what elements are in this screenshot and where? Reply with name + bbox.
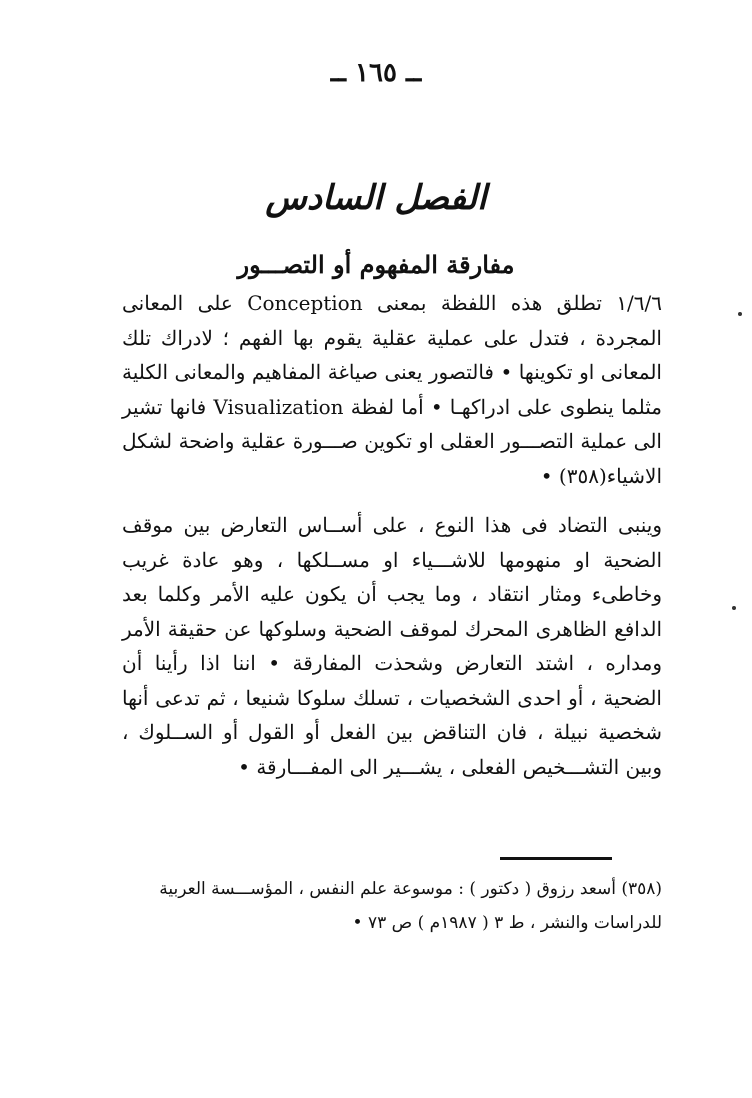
paragraph-2: وينبى التضاد فى هذا النوع ، على أســاس التعارض بين موقف الضحية او منهومها للاشـــياء او مســلكها ، وهو عادة غريب وخاطىء ومثار انتقاد ، وما يجب أن يكون عليه الأمر وكلما بعد الدافع الظاهرى المحرك لموقف الضحية وسلوكها عن حقيقة الأمر ومداره ، اشتد التعارض وشحذت المفارقة • اننا اذا رأينا أن الضحية ، أو احدى الشخصيات ، تسلك سلوكا شنيعا ، ثم تدعى أنها شخصية نبيلة ، فان التناقض بين الفعل أو القول أو الســلوك ، وبين التشـــخيص الفعلى ، يشـــير الى المفـــارقة • [122,513,662,779]
margin-mark [738,312,742,316]
section-title: مفارقة المفهوم أو التصـــور [237,250,515,279]
margin-mark [732,606,736,610]
latin-term-visualization: Visualization [213,394,344,419]
paragraph-1-text-end: فانها تشير الى عملية التصـــور العقلى او تكوين صـــورة عقلية واضحة لشكل الاشياء(٣٥٨) • [122,394,662,488]
paragraph-1-text-after-term: على المعانى المجردة ، فتدل على عملية عقلية يقوم بها الفهم ؛ لادراك تلك المعانى او تكوينها • فالتصور يعنى صياغة المفاهيم والمعانى الكلية مثلما ينطوى على ادراكهـا • أما لفظة [122,291,662,419]
latin-term-conception: Conception [247,291,363,315]
page-number: ــ ١٦٥ ــ [330,58,422,88]
paragraph-1 [122,286,662,493]
paragraph-1-text-before-term: ١/٦/٦ تطلق هذه اللفظة بمعنى [377,291,663,315]
chapter-title: الفصل السادس [265,178,487,218]
footnote-divider [500,857,612,860]
footnote: (٣٥٨) أسعد رزوق ( دكتور ) : موسوعة علم النفس ، المؤســـسة العربية للدراسات والنشر ، ط ٣ ( ١٩٨٧م ) ص ٧٣ • [159,879,662,933]
